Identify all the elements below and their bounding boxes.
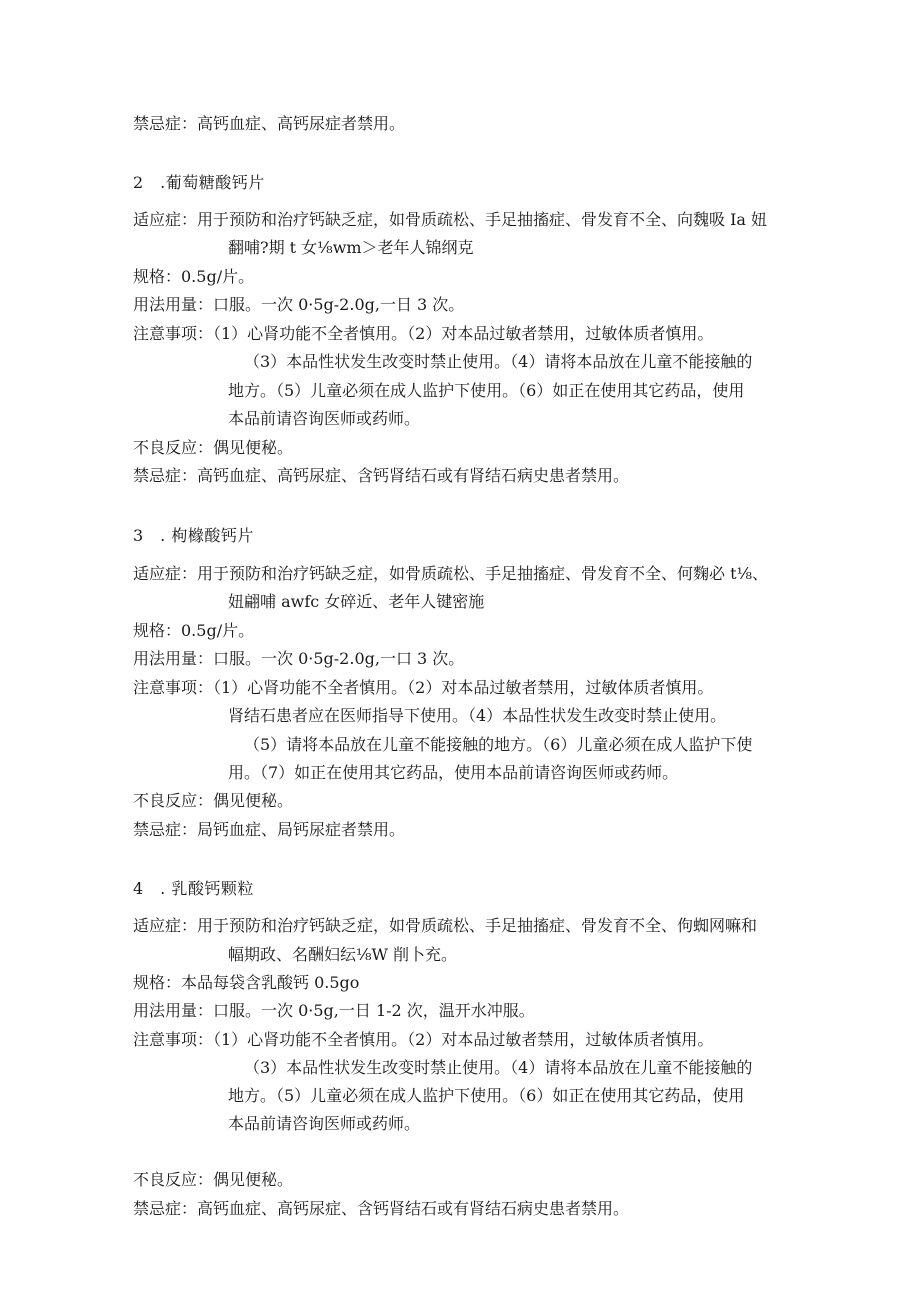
section-2-notes-cont-2: 地方。（5）儿童必须在成人监护下使用。（6）如正在使用其它药品，使用 — [228, 381, 745, 400]
section-2-notes-cont-1: （3）本品性状发生改变时禁止使用。（4）请将本品放在儿童不能接触的 — [244, 352, 753, 371]
section-heading-4: 4 . 乳酸钙颗粒 — [133, 879, 254, 898]
section-3-indication-cont: 妞翩哺 awfc 女碎近、老年人键密施 — [228, 592, 485, 611]
section-2-adverse: 不良反应：偶见便秘。 — [133, 438, 294, 457]
section-heading-3: 3 . 枸橼酸钙片 — [133, 526, 254, 545]
section-4-spec: 规格：本品每袋含乳酸钙 0.5go — [133, 973, 360, 992]
section-3-notes-cont-2: （5）请将本品放在儿童不能接触的地方。（6）儿童必须在成人监护下使 — [244, 735, 753, 754]
section-3-usage: 用法用量：口服。一次 0·5g-2.0g,一口 3 次。 — [133, 649, 465, 668]
section-2-indication: 适应症：用于预防和治疗钙缺乏症，如骨质疏松、手足抽搐症、骨发育不全、向魏吸 Ia 妞 — [133, 210, 768, 229]
section-3-notes: 注意事项：（1）心肾功能不全者慎用。（2）对本品过敏者禁用，过敏体质者慎用。 — [133, 678, 714, 697]
section-4-notes-cont-3: 本品前请咨询医师或药师。 — [228, 1114, 421, 1133]
section-4-adverse: 不良反应：偶见便秘。 — [133, 1170, 294, 1189]
section-4-notes: 注意事项：（1）心肾功能不全者慎用。（2）对本品过敏者禁用，过敏体质者慎用。 — [133, 1030, 714, 1049]
section-4-notes-cont-1: （3）本品性状发生改变时禁止使用。（4）请将本品放在儿童不能接触的 — [244, 1058, 753, 1077]
intro-contraindication: 禁忌症：高钙血症、高钙尿症者禁用。 — [133, 114, 406, 133]
section-4-usage: 用法用量：口服。一次 0·5g,一日 1-2 次，温开水冲服。 — [133, 1001, 535, 1020]
section-3-indication: 适应症：用于预防和治疗钙缺乏症，如骨质疏松、手足抽搐症、骨发育不全、何麴必 t⅛、 — [133, 564, 769, 583]
section-4-indication: 适应症：用于预防和治疗钙缺乏症，如骨质疏松、手足抽搐症、骨发育不全、佝蜘网嘛和 — [133, 916, 758, 935]
section-2-indication-cont: 翻哺?期 t 女⅛wm＞老年人锦纲克 — [228, 238, 474, 257]
section-2-spec: 规格：0.5g/片。 — [133, 267, 255, 286]
section-2-notes: 注意事项：（1）心肾功能不全者慎用。（2）对本品过敏者禁用，过敏体质者慎用。 — [133, 324, 714, 343]
section-4-indication-cont: 幅期政、名酬妇纭⅛W 削卜充。 — [228, 945, 458, 964]
section-heading-2: 2 .葡萄糖酸钙片 — [133, 173, 265, 192]
section-3-adverse: 不良反应：偶见便秘。 — [133, 791, 294, 810]
section-4-contraindication: 禁忌症：高钙血症、高钙尿症、含钙肾结石或有肾结石病史患者禁用。 — [133, 1199, 630, 1218]
section-3-notes-cont-1: 肾结石患者应在医师指导下使用。（4）本品性状发生改变时禁止使用。 — [228, 706, 727, 725]
section-4-notes-cont-2: 地方。（5）儿童必须在成人监护下使用。（6）如正在使用其它药品，使用 — [228, 1086, 745, 1105]
section-3-notes-cont-3: 用。（7）如正在使用其它药品，使用本品前请咨询医师或药师。 — [228, 763, 679, 782]
section-2-contraindication: 禁忌症：高钙血症、高钙尿症、含钙肾结石或有肾结石病史患者禁用。 — [133, 466, 630, 485]
section-2-usage: 用法用量：口服。一次 0·5g-2.0g,一日 3 次。 — [133, 295, 465, 314]
section-3-spec: 规格：0.5g/片。 — [133, 621, 255, 640]
section-3-contraindication: 禁忌症：局钙血症、局钙尿症者禁用。 — [133, 820, 406, 839]
section-2-notes-cont-3: 本品前请咨询医师或药师。 — [228, 409, 421, 428]
